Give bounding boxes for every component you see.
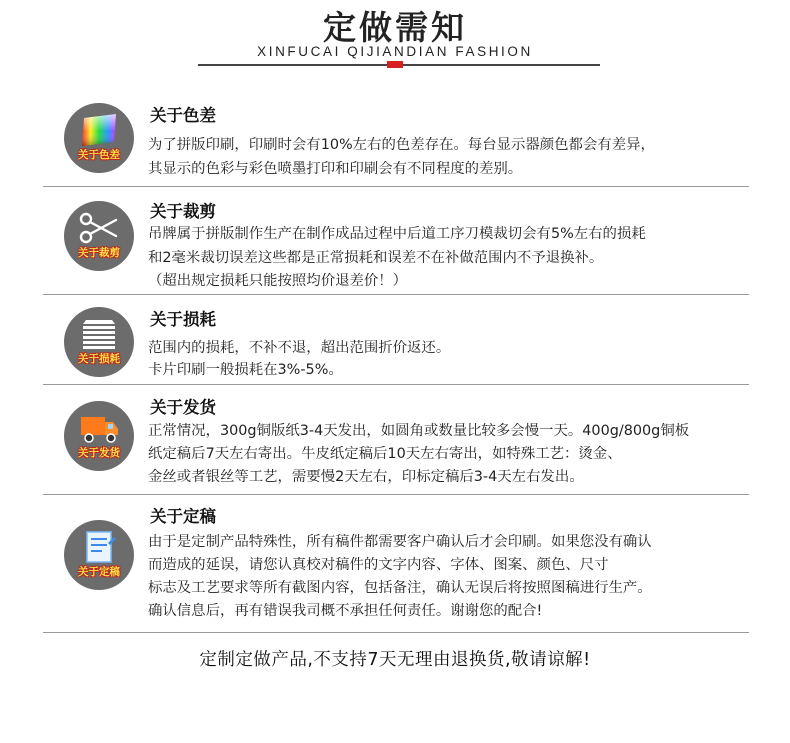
section-divider [43,632,749,633]
section-icon-badge: 关于损耗 [78,353,120,365]
section-heading: 关于色差 [150,106,216,125]
section-icon [64,520,134,590]
section-heading: 关于裁剪 [150,202,216,221]
section-text-line: 确认信息后，再有错误我司概不承担任何责任。谢谢您的配合! [148,603,543,619]
section-divider [43,384,749,385]
section-text-line: 吊牌属于拼版制作生产在制作成品过程中后道工序刀模裁切会有5%左右的损耗 [148,226,646,242]
section-text-line: 卡片印刷一般损耗在3%-5%。 [148,362,343,378]
section-text-line: 和2毫米裁切误差这些都是正常损耗和误差不在补做范围内不予退换补。 [148,250,604,266]
color-palette-icon [78,112,120,148]
section-text-line: （超出规定损耗只能按照均价退差价！） [148,273,408,289]
delivery-truck-icon [78,410,120,446]
section-heading: 关于发货 [150,398,216,417]
section-icon [64,307,134,377]
section-divider [43,186,749,187]
section-text-line: 其显示的色彩与彩色喷墨打印和印刷会有不同程度的差别。 [148,161,523,177]
section-icon [64,401,134,471]
section-heading: 关于损耗 [150,310,216,329]
section-text-line: 金丝或者银丝等工艺，需要慢2天左右，印标定稿后3-4天左右发出。 [148,469,584,485]
section-text-line: 标志及工艺要求等所有截图内容，包括备注，确认无误后将按照图稿进行生产。 [148,580,652,596]
section-icon-badge: 关于裁剪 [78,247,120,259]
page-subtitle: XINFUCAI QIJIANDIAN FASHION [257,44,533,59]
paper-stack-icon [78,316,120,352]
section-icon-badge: 关于发货 [78,447,120,459]
section-icon-badge: 关于定稿 [78,566,120,578]
section-text-line: 为了拼版印刷，印刷时会有10%左右的色差存在。每台显示器颜色都会有差异， [148,137,655,153]
section-text-line: 由于是定制产品特殊性，所有稿件都需要客户确认后才会印刷。如果您没有确认 [148,534,652,550]
section-divider [43,494,749,495]
section-divider [43,294,749,295]
footer-notice: 定制定做产品,不支持7天无理由退换货,敬请谅解! [199,650,591,670]
title-red-mark [387,61,403,68]
scissors-icon [78,210,120,246]
section-heading: 关于定稿 [150,507,216,526]
section-text-line: 正常情况，300g铜版纸3-4天发出，如圆角或数量比较多会慢一天。400g/800g铜板 [148,423,690,439]
section-text-line: 纸定稿后7天左右寄出。牛皮纸定稿后10天左右寄出，如特殊工艺：烫金、 [148,446,622,462]
section-text-line: 而造成的延误，请您认真校对稿件的文字内容、字体、图案、颜色、尺寸 [148,557,609,573]
section-icon [64,201,134,271]
section-icon-badge: 关于色差 [78,149,120,161]
section-text-line: 范围内的损耗，不补不退，超出范围折价返还。 [148,340,451,356]
document-draft-icon [78,529,120,565]
page-title: 定做需知 [323,8,467,47]
section-icon [64,103,134,173]
